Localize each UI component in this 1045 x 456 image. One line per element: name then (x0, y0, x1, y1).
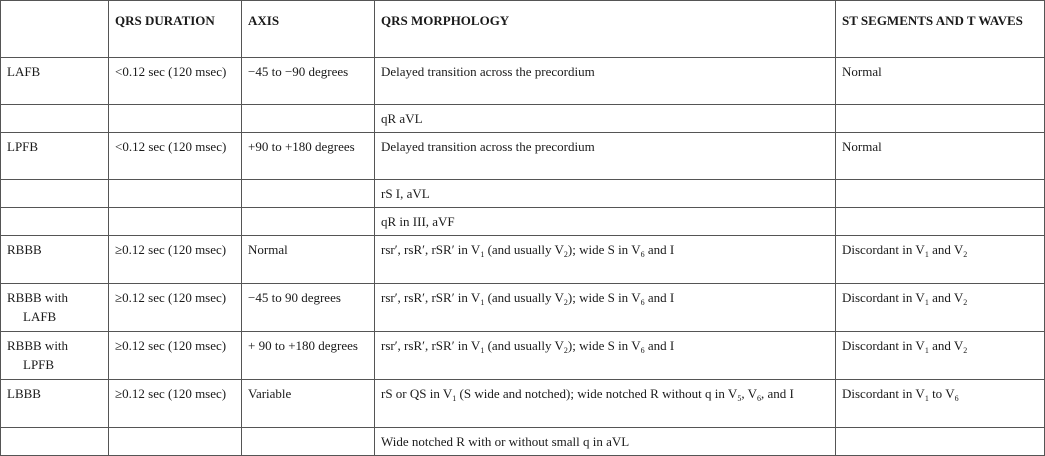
st-segments-cell (836, 208, 1045, 236)
table-row (1, 284, 1045, 332)
st-segments-cell: Discordant in $V_1$ and $V_2$ (836, 284, 1045, 332)
row-label-cell: RBBB with LPFB (1, 332, 109, 380)
axis-cell: +90 to +180 degrees (242, 133, 375, 180)
table-row (1, 380, 1045, 428)
qrs-duration-cell: ≥0.12 sec (120 msec) (109, 332, 242, 380)
qrs-morphology-cell: qR in III, aVF (375, 208, 836, 236)
axis-cell: −45 to 90 degrees (242, 284, 375, 332)
row-label-cell (1, 105, 109, 133)
st-segments-cell: Normal (836, 133, 1045, 180)
axis-cell: Normal (242, 236, 375, 284)
axis-cell (242, 428, 375, 456)
header-cell-blank (1, 1, 109, 58)
st-segments-cell: Discordant in $V_1$ to $V_6$ (836, 380, 1045, 428)
qrs-duration-cell (109, 180, 242, 208)
row-label-cell: LPFB (1, 133, 109, 180)
axis-cell (242, 208, 375, 236)
row-label-cell: LAFB (1, 58, 109, 105)
qrs-morphology-cell: rsr′, rsR′, rSR′ in $V_1$ (and usually $V_2$); wide S in $V_6$ and I (375, 332, 836, 380)
st-segments-cell (836, 428, 1045, 456)
axis-cell (242, 180, 375, 208)
qrs-duration-cell: ≥0.12 sec (120 msec) (109, 380, 242, 428)
table-row (1, 133, 1045, 180)
table-body (1, 58, 1045, 456)
qrs-duration-cell: <0.12 sec (120 msec) (109, 58, 242, 105)
qrs-duration-cell: <0.12 sec (120 msec) (109, 133, 242, 180)
qrs-morphology-cell: rsr′, rsR′, rSR′ in $V_1$ (and usually $V_2$); wide S in $V_6$ and I (375, 284, 836, 332)
qrs-duration-cell (109, 105, 242, 133)
qrs-morphology-cell: qR aVL (375, 105, 836, 133)
header-cell-qrs-duration: QRS DURATION (109, 1, 242, 58)
st-segments-cell (836, 105, 1045, 133)
qrs-duration-cell: ≥0.12 sec (120 msec) (109, 236, 242, 284)
table-row (1, 428, 1045, 456)
table-row (1, 105, 1045, 133)
table-row (1, 58, 1045, 105)
header-cell-qrs-morphology: QRS MORPHOLOGY (375, 1, 836, 58)
row-label-cell (1, 428, 109, 456)
row-label-cell (1, 180, 109, 208)
table-row (1, 180, 1045, 208)
st-segments-cell: Discordant in $V_1$ and $V_2$ (836, 236, 1045, 284)
row-label-cell: RBBB with LAFB (1, 284, 109, 332)
qrs-morphology-cell: rS or QS in $V_1$ (S wide and notched); wide notched R without q in $V_5$, $V_6$, and I (375, 380, 836, 428)
header-cell-st-segments: ST SEGMENTS AND T WAVES (836, 1, 1045, 58)
axis-cell: Variable (242, 380, 375, 428)
st-segments-cell: Discordant in $V_1$ and $V_2$ (836, 332, 1045, 380)
axis-cell: + 90 to +180 degrees (242, 332, 375, 380)
table-row (1, 332, 1045, 380)
header-cell-axis: AXIS (242, 1, 375, 58)
row-label-cell (1, 208, 109, 236)
qrs-morphology-cell: Wide notched R with or without small q in aVL (375, 428, 836, 456)
qrs-morphology-cell: rsr′, rsR′, rSR′ in $V_1$ (and usually $V_2$); wide S in $V_6$ and I (375, 236, 836, 284)
qrs-morphology-cell: Delayed transition across the precordium (375, 58, 836, 105)
st-segments-cell (836, 180, 1045, 208)
qrs-morphology-cell: rS I, aVL (375, 180, 836, 208)
row-label-cell: RBBB (1, 236, 109, 284)
header-row (1, 1, 1045, 58)
st-segments-cell: Normal (836, 58, 1045, 105)
axis-cell (242, 105, 375, 133)
qrs-duration-cell (109, 428, 242, 456)
table-row (1, 208, 1045, 236)
table-row (1, 236, 1045, 284)
row-label-cell: LBBB (1, 380, 109, 428)
qrs-duration-cell (109, 208, 242, 236)
qrs-duration-cell: ≥0.12 sec (120 msec) (109, 284, 242, 332)
qrs-morphology-cell: Delayed transition across the precordium (375, 133, 836, 180)
axis-cell: −45 to −90 degrees (242, 58, 375, 105)
